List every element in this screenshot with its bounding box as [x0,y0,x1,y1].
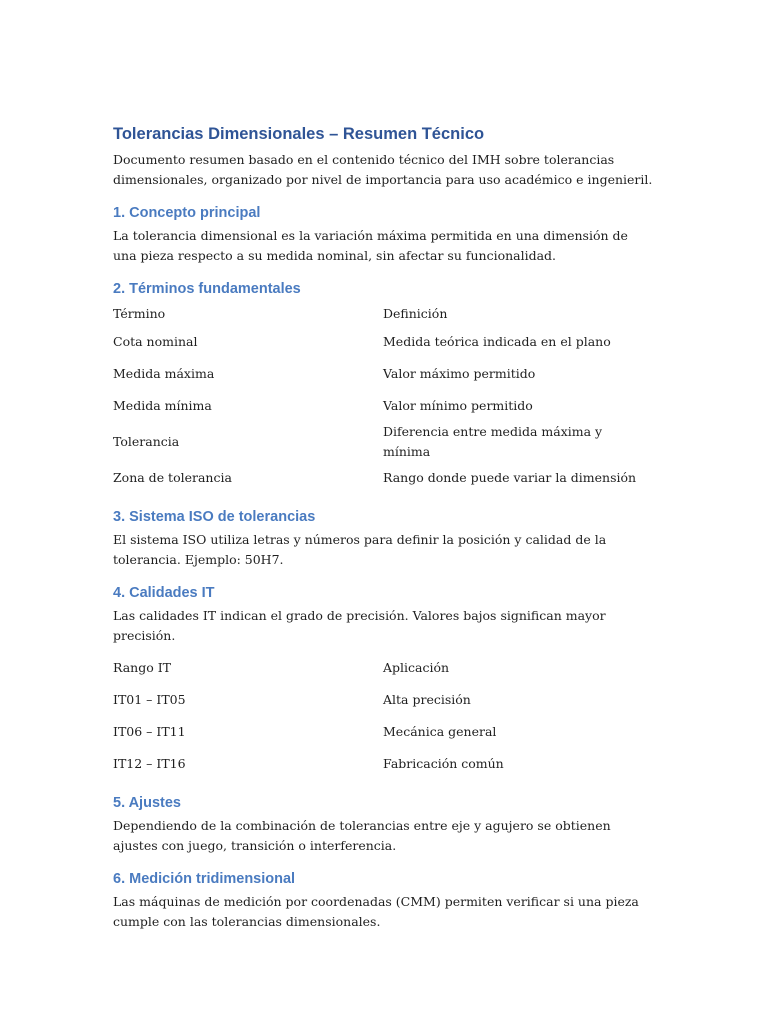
section-heading: 1. Concepto principal [113,205,261,221]
table-cell: Alta precisión [383,692,471,707]
section-text: El sistema ISO utiliza letras y números para definir la posición y calidad de la tolerancia. Ejemplo: 50H7. [113,532,607,567]
section-heading: 6. Medición tridimensional [113,871,296,887]
table-header-cell: Término [113,306,166,321]
table-header-cell: Definición [383,306,448,321]
section-heading: 2. Términos fundamentales [113,281,301,297]
document-title: Tolerancias Dimensionales – Resumen Técnico [113,125,485,143]
table-row [113,390,653,422]
section-text: Las calidades IT indican el grado de precisión. Valores bajos significan mayor precisión. [113,608,606,643]
section-text: Dependiendo de la combinación de tolerancias entre eje y agujero se obtienen ajustes con juego, transición o interferencia. [113,818,611,853]
section-text: La tolerancia dimensional es la variación máxima permitida en una dimensión de una pieza respecto a su medida nominal, sin afectar su funcionalidad. [113,228,628,263]
table-header-row [113,302,653,326]
table-row [113,748,653,780]
table-cell: Medida mínima [113,398,212,413]
table-cell: Valor mínimo permitido [383,398,533,413]
table-cell: Fabricación común [383,756,504,771]
table-cell: Tolerancia [113,434,180,449]
table-cell: Cota nominal [113,334,198,349]
terms-table [113,302,653,494]
table-cell: Medida teórica indicada en el plano [383,334,611,349]
table-cell: Valor máximo permitido [383,366,536,381]
it-table [113,652,653,780]
table-row [113,716,653,748]
table-row [113,326,653,358]
section-text: Las máquinas de medición por coordenadas (CMM) permiten verificar si una pieza cumple con las tolerancias dimensionales. [113,894,639,929]
table-cell: Mecánica general [383,724,497,739]
section-ajustes [113,792,653,856]
section-concepto [113,202,653,266]
section-heading: 5. Ajustes [113,795,181,811]
table-cell: Medida máxima [113,366,215,381]
table-cell: Zona de tolerancia [113,470,232,485]
section-heading: 3. Sistema ISO de tolerancias [113,509,316,525]
section-terminos [113,278,653,494]
table-row [113,462,653,494]
section-calidades [113,582,653,780]
section-heading: 4. Calidades IT [113,585,215,601]
table-row [113,358,653,390]
table-cell: Diferencia entre medida máxima y mínima [383,424,603,459]
table-row [113,684,653,716]
document-page [113,122,653,932]
section-iso [113,506,653,570]
table-header-row [113,652,653,684]
table-row [113,422,653,462]
table-header-cell: Rango IT [113,660,171,675]
table-cell: IT06 – IT11 [113,724,186,739]
document-intro: Documento resumen basado en el contenido técnico del IMH sobre tolerancias dimensionales, organizado por nivel de importancia para uso académico e ingenieril. [113,152,653,187]
table-cell: IT01 – IT05 [113,692,186,707]
table-cell: Rango donde puede variar la dimensión [383,470,637,485]
table-cell: IT12 – IT16 [113,756,186,771]
table-header-cell: Aplicación [383,660,450,675]
section-medicion [113,868,653,932]
